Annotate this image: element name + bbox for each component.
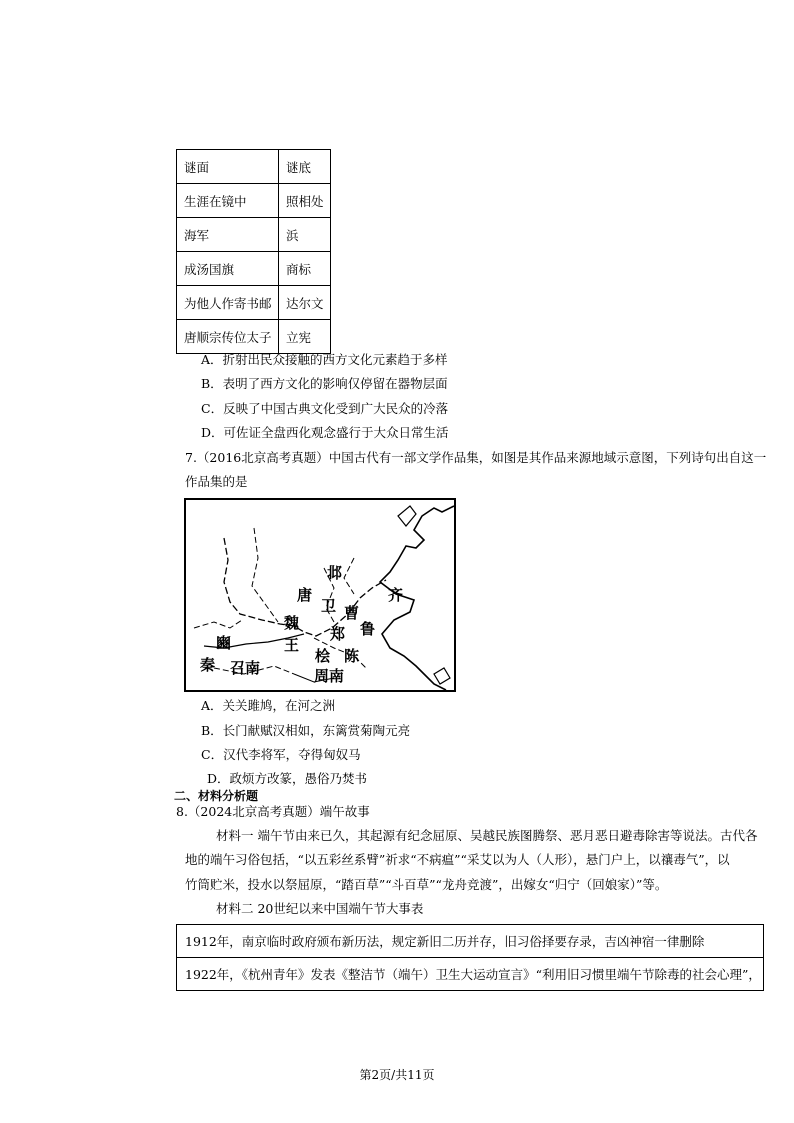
map-label: 邶 (327, 564, 343, 582)
q7-option-c: C．汉代李将军，夺得匈奴马 (201, 747, 361, 762)
map-label: 魏 (284, 614, 300, 632)
map-label: 曹 (344, 604, 360, 622)
map-label: 齐 (388, 586, 404, 604)
table-row (177, 925, 764, 958)
map-label: 秦 (200, 656, 216, 674)
q8-stem: 8.（2024北京高考真题）端午故事 (176, 804, 370, 819)
q7-option-d: D．政烦方改篆，愚俗乃焚书 (207, 771, 368, 786)
q6-option-b: B．表明了西方文化的影响仅停留在器物层面 (201, 376, 448, 391)
map-label: 陈 (344, 647, 360, 665)
table-row (177, 218, 331, 252)
poetry-origin-map (184, 498, 456, 692)
table-cell: 1912年，南京临时政府颁布新历法，规定新旧二历并存，旧习俗择要存录，吉凶神宿一律删除 (177, 925, 764, 958)
table-cell: 生涯在镜中 (177, 184, 279, 218)
page-number: 第2页/共11页 (359, 1068, 435, 1082)
table-cell: 为他人作寄书邮 (177, 286, 279, 320)
section-heading: 二、材料分析题 (174, 789, 259, 803)
map-label: 王 (284, 636, 300, 654)
events-table (176, 924, 764, 991)
table-cell: 商标 (279, 252, 331, 286)
q7-stem: 7.（2016北京高考真题）中国古代有一部文学作品集，如图是其作品来源地域示意图，下列诗句出自这一 (185, 450, 767, 465)
table-cell: 谜面 (177, 150, 279, 184)
q8-material1-cont: 地的端午习俗包括，“以五彩丝系臂”祈求“不病瘟”“采艾以为人（人形），悬门户上，以禳毒气”，以 (185, 852, 730, 867)
q6-option-c: C．反映了中国古典文化受到广大民众的冷落 (201, 401, 449, 416)
table-cell: 浜 (279, 218, 331, 252)
map-label: 鲁 (360, 620, 376, 638)
map-label: 桧 (315, 647, 331, 665)
table-cell: 立宪 (279, 320, 331, 354)
table-cell: 1922年，《杭州青年》发表《整洁节（端午）卫生大运动宣言》“利用旧习惯里端午节除毒的社会心理”， (177, 958, 764, 991)
table-cell: 成汤国旗 (177, 252, 279, 286)
map-label: 周南 (314, 667, 345, 685)
q8-material1: 材料一 端午节由来已久，其起源有纪念屈原、吴越民族图腾祭、恶月恶日避毒除害等说法。古代各 (216, 828, 758, 843)
riddle-table (176, 149, 331, 354)
table-cell: 达尔文 (279, 286, 331, 320)
map-label: 召南 (230, 659, 261, 677)
table-cell: 谜底 (279, 150, 331, 184)
map-label: 唐 (297, 586, 313, 604)
q7-option-a: A．关关雎鸠，在河之洲 (201, 698, 336, 713)
q7-option-b: B．长门献赋汉相如，东篱赏菊陶元亮 (201, 723, 411, 738)
table-row (177, 252, 331, 286)
q8-material2-title: 材料二 20世纪以来中国端午节大事表 (216, 901, 424, 916)
table-row (177, 958, 764, 991)
table-row (177, 184, 331, 218)
q7-stem-cont: 作品集的是 (185, 474, 248, 489)
q8-material1-cont: 竹筒贮米，投水以祭屈原，“踏百草”“斗百草”“龙舟竞渡”，出嫁女“归宁（回娘家）”等。 (185, 877, 668, 892)
table-row (177, 286, 331, 320)
q6-option-a: A．折射出民众接触的西方文化元素趋于多样 (201, 352, 448, 367)
table-cell: 唐顺宗传位太子 (177, 320, 279, 354)
table-cell: 海军 (177, 218, 279, 252)
map-label: 郑 (330, 625, 346, 643)
map-label: 卫 (321, 597, 337, 615)
table-row (177, 320, 331, 354)
map-label: 豳 (216, 634, 232, 652)
table-cell: 照相处 (279, 184, 331, 218)
table-row (177, 150, 331, 184)
q6-option-d: D．可佐证全盘西化观念盛行于大众日常生活 (201, 425, 449, 440)
